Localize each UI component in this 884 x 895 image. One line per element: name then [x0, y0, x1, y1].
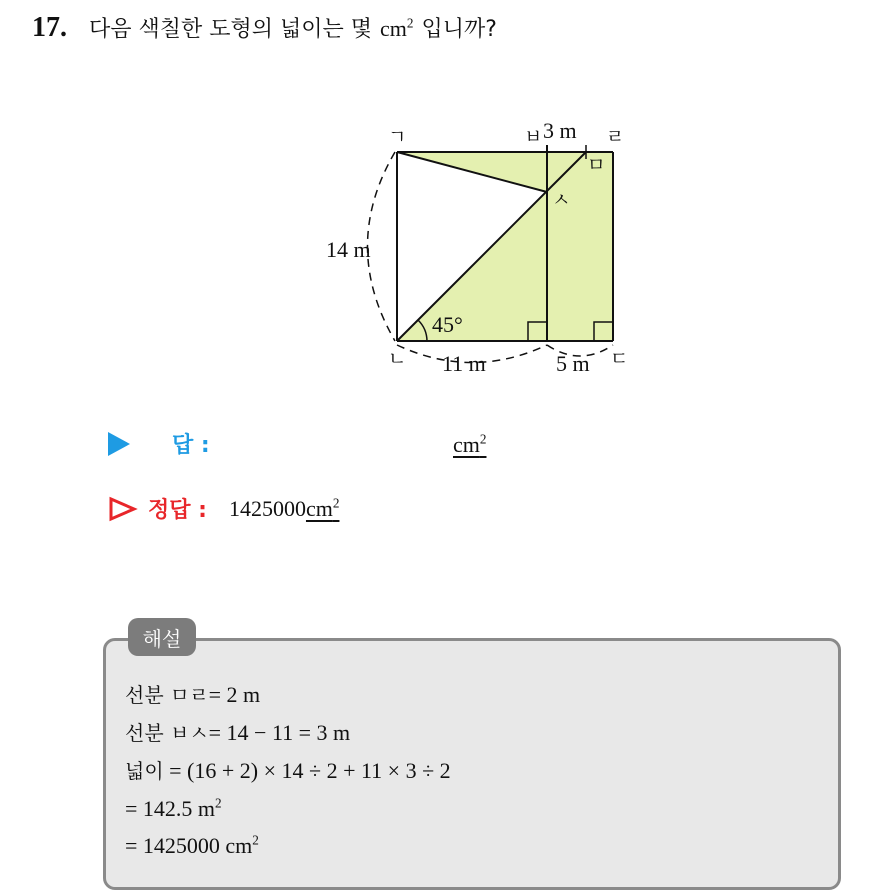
explanation-line: 넓이 = (16 + 2) × 14 ÷ 2 + 11 × 3 ÷ 2 [125, 758, 451, 783]
correct-answer-value: 1425000 [228, 495, 306, 521]
question-text: 다음 색칠한 도형의 넓이는 몇 [89, 17, 372, 42]
label-bottom-right-len: 5 m [556, 351, 590, 376]
explanation-line: = 1425000 $cm^2$ [125, 832, 259, 858]
explanation-tab: 해설 [128, 618, 196, 656]
question-number: 17. [32, 12, 67, 43]
label-top-len: 3 m [543, 118, 577, 143]
explanation-lines [125, 676, 451, 864]
label-m: ㅁ [587, 154, 606, 176]
label-bottom-left-len: 11 m [442, 351, 486, 376]
question-header [32, 12, 497, 44]
label-n: ㄴ [388, 348, 407, 370]
label-s: ㅅ [552, 189, 571, 211]
correct-answer-row [108, 493, 339, 524]
answer-unit: $cm^2$ [453, 431, 487, 457]
explanation-line: = 142.5 $m^2$ [125, 795, 222, 821]
correct-answer-unit: $cm^2$ [305, 495, 340, 521]
explanation-line: 선분 ㅁㄹ= 2 m [125, 682, 261, 707]
question-tail: 입니까? [421, 17, 497, 42]
correct-answer-label: 정답 : [148, 498, 207, 523]
label-g: ㄱ [388, 126, 407, 148]
geometry-figure [300, 105, 640, 395]
left-dimension-arc [368, 152, 396, 341]
label-d: ㄷ [610, 348, 629, 370]
label-left-len: 14 m [326, 237, 371, 262]
play-triangle-icon [108, 432, 130, 456]
answer-label: 답 : [172, 433, 210, 458]
label-r: ㄹ [606, 126, 625, 148]
answer-row [108, 428, 487, 459]
explanation-line: 선분 ㅂㅅ= 14 − 11 = 3 m [125, 720, 351, 745]
question-unit: $cm^2$ [380, 15, 414, 41]
outline-triangle-icon [108, 496, 138, 522]
label-b: ㅂ [524, 126, 543, 148]
label-angle: 45° [432, 312, 463, 337]
